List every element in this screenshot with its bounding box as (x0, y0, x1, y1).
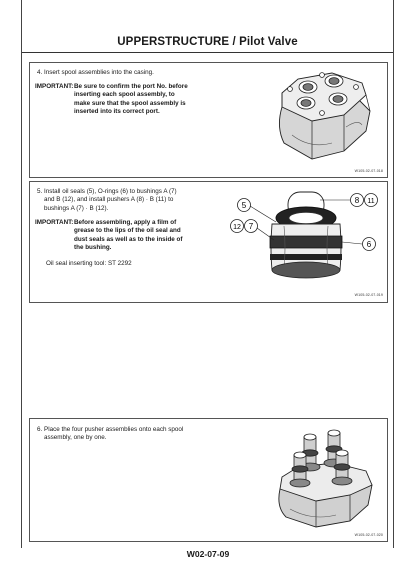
callout-6 (342, 238, 376, 251)
important-line: the bushing. (74, 243, 112, 251)
step-5-panel (29, 181, 388, 303)
step-line: 6. Place the four pusher assemblies onto each spool (37, 426, 184, 433)
callout-5 (238, 199, 277, 223)
step-line: bushings A (7) · B (12). (44, 204, 109, 212)
figure-code: W105-02-07-019 (354, 293, 383, 297)
important-note (74, 219, 214, 252)
page-title: UPPERSTRUCTURE / Pilot Valve (117, 36, 298, 48)
bushing-seal-figure (226, 188, 386, 288)
important-line: Be sure to confirm the port No. before (74, 83, 188, 90)
important-note (74, 83, 214, 116)
page-number: W02-07-09 (186, 549, 230, 559)
step-4-text: 4. Insert spool assemblies into the casing. (37, 69, 154, 76)
important-line: inserting each spool assembly, to (74, 91, 175, 99)
callout-12-label: 12 (233, 224, 241, 231)
callout-11-label: 11 (367, 198, 375, 205)
important-line: Before assembling, apply a film of (74, 219, 177, 226)
callout-8-11 (320, 194, 378, 207)
callout-8-label: 8 (354, 196, 360, 205)
callout-12-7 (231, 220, 275, 241)
step-line: 5. Install oil seals (5), O-rings (6) to bushings A (7) (37, 188, 177, 195)
step-5-text (37, 188, 215, 213)
page-left-rule (21, 0, 22, 548)
important-label: IMPORTANT: (35, 83, 74, 90)
important-line: dust seals as well as to the inside of (74, 235, 183, 243)
callout-6-label: 6 (366, 240, 372, 249)
page-right-rule (393, 0, 394, 548)
step-4-panel (29, 62, 388, 178)
tool-note: Oil seal inserting tool: ST 2292 (46, 260, 132, 267)
callout-7-label: 7 (248, 222, 254, 231)
callout-5-label: 5 (241, 201, 247, 210)
step-6-text (37, 426, 217, 443)
figure-code: W105-02-07-018 (354, 169, 383, 173)
important-line: grease to the lips of the oil seal and (74, 227, 181, 235)
step-line: and B (12), and install pushers A (8) · B (11) to (44, 196, 174, 204)
pilot-valve-spool-figure (262, 65, 382, 165)
important-line: make sure that the spool assembly is (74, 99, 186, 107)
important-line: inserted into its correct port. (74, 107, 160, 115)
important-label: IMPORTANT: (35, 219, 74, 226)
figure-code: W105-02-07-020 (354, 533, 383, 537)
title-rule (22, 52, 393, 53)
step-6-panel (29, 418, 388, 542)
step-line: assembly, one by one. (44, 434, 107, 442)
pusher-assembly-figure (266, 423, 382, 529)
